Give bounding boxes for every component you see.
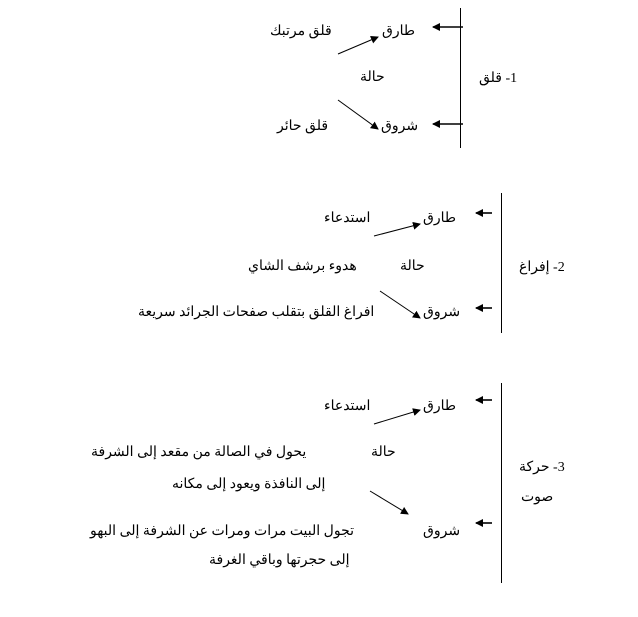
section-3-bottom-desc-line1: تجول البيت مرات ومرات عن الشرفة إلى البهو [90, 524, 355, 539]
diag-arrow-up [374, 410, 420, 424]
section-1-arrows [338, 27, 463, 129]
section-2-top-desc: استدعاء [324, 211, 371, 226]
diag-arrow-down [370, 491, 408, 514]
diag-arrow-down [380, 291, 420, 318]
section-3-state-desc-line2: إلى النافذة ويعود إلى مكانه [172, 477, 326, 492]
section-1-state-label: حالة [360, 70, 385, 85]
section-2-bottom-name: شروق [423, 305, 461, 320]
section-3-label-line2: صوت [521, 490, 554, 505]
section-3-state-desc-line1: يحول في الصالة من مقعد إلى الشرفة [91, 445, 307, 460]
diag-arrow-up [338, 37, 378, 54]
section-2-bottom-desc: افراغ القلق بتقلب صفحات الجرائد سريعة [138, 305, 375, 320]
section-2-label: 2- إفراغ [519, 260, 565, 275]
section-2-top-name: طارق [423, 211, 457, 226]
section-3-arrows [370, 400, 492, 523]
section-3-bracket [501, 383, 502, 583]
diag-arrow-down [338, 100, 378, 129]
section-3-top-name: طارق [423, 399, 457, 414]
section-1-bottom-name: شروق [381, 119, 419, 134]
diag-arrow-up [374, 224, 420, 236]
section-2-arrows [374, 213, 492, 318]
section-1-label: 1- قلق [479, 71, 518, 86]
section-3-bottom-desc-line2: إلى حجرتها وباقي الغرفة [209, 553, 350, 568]
section-3-top-desc: استدعاء [324, 399, 371, 414]
section-1-top-desc: قلق مرتبك [270, 24, 332, 39]
section-1-bottom-desc: قلق حائر [277, 119, 329, 134]
section-1-bracket [460, 8, 461, 148]
section-3-bottom-name: شروق [423, 524, 461, 539]
section-2-state-label: حالة [400, 259, 425, 274]
section-2-state-desc: هدوء برشف الشاي [248, 259, 357, 274]
section-1-top-name: طارق [382, 24, 416, 39]
section-2-bracket [501, 193, 502, 333]
section-3-label-line1: 3- حركة [519, 460, 565, 475]
section-3-state-label: حالة [371, 445, 396, 460]
